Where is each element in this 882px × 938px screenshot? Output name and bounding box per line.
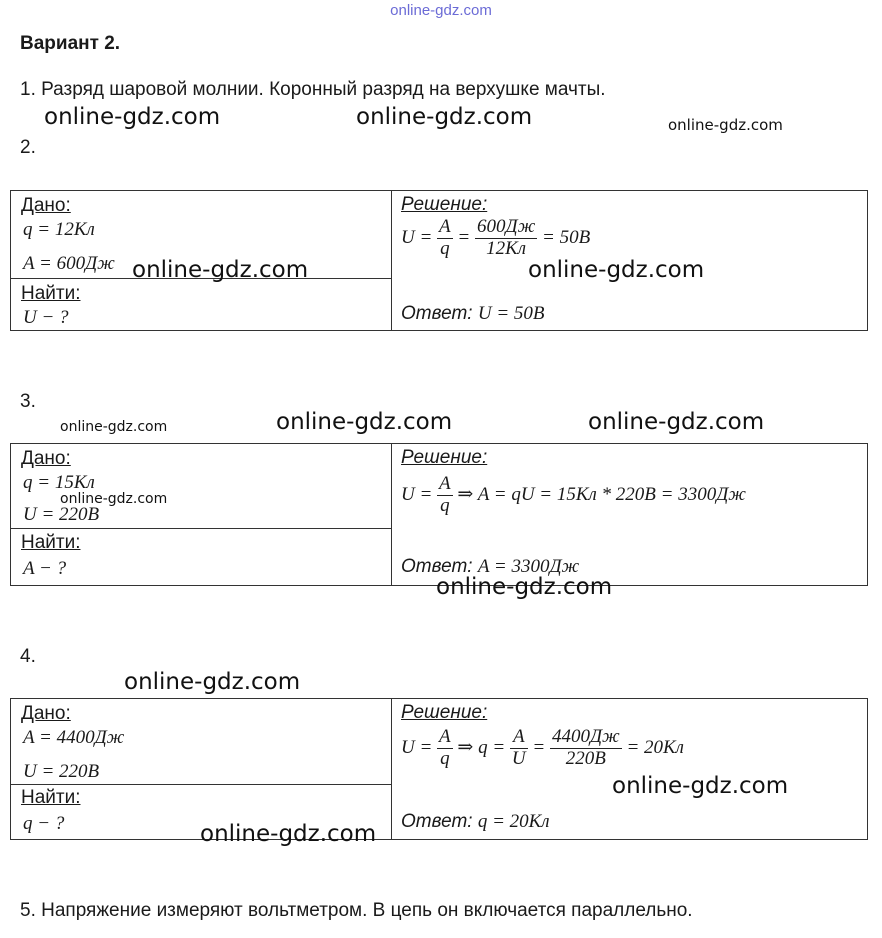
answer-value: U = 50В <box>477 303 545 324</box>
fraction: $\frac{600Дж}{12Кл}$ <box>476 216 536 259</box>
formula-lhs: U = <box>401 226 433 248</box>
formula-result: = 50В <box>542 226 591 248</box>
formula-result: = 20Кл <box>626 736 684 758</box>
given-label: Дано: <box>21 448 71 469</box>
fraction: $\frac{A}{q}$ <box>439 726 451 769</box>
solution-formula: U = $\frac{A}{q}$ ⇒ q = $\frac{A}{U}$ = $\frac{4400Дж}{220В}$ = 20Кл <box>401 726 684 769</box>
answer-5-text: 5. Напряжение измеряют вольтметром. В цепь он включается параллельно. <box>20 900 693 921</box>
question-4-number: 4. <box>20 646 36 667</box>
site-header-link[interactable]: online-gdz.com <box>390 2 492 19</box>
given-label: Дано: <box>21 195 71 216</box>
given-value: U = 220В <box>23 504 100 525</box>
answer-value: A = 3300Дж <box>477 556 580 577</box>
watermark: online-gdz.com <box>200 821 377 847</box>
given-value: A = 4400Дж <box>23 727 125 748</box>
given-value: A = 600Дж <box>23 253 115 274</box>
find-label: Найти: <box>21 532 81 553</box>
solution-formula: U = $\frac{A}{q}$ = $\frac{600Дж}{12Кл}$ = 50В <box>401 216 591 259</box>
fraction: $\frac{A}{q}$ <box>439 473 451 516</box>
answer-label: Ответ: <box>401 811 473 832</box>
variant-title: Вариант 2. <box>20 33 121 54</box>
watermark: online-gdz.com <box>44 104 221 130</box>
watermark: online-gdz.com <box>668 116 783 134</box>
question-3-number: 3. <box>20 391 36 412</box>
find-label: Найти: <box>21 283 81 304</box>
question-2-number: 2. <box>20 137 36 158</box>
answer-value: q = 20Кл <box>477 811 550 832</box>
answer-label: Ответ: <box>401 303 473 324</box>
watermark: online-gdz.com <box>528 257 705 283</box>
given-value: q = 15Кл <box>23 472 95 493</box>
fraction: $\frac{4400Дж}{220В}$ <box>551 726 620 769</box>
solution-label: Решение: <box>401 447 488 468</box>
task-4-table <box>10 698 868 840</box>
watermark: online-gdz.com <box>276 409 453 435</box>
find-value: A − ? <box>23 558 67 579</box>
watermark: online-gdz.com <box>356 104 533 130</box>
answer-1-text: 1. Разряд шаровой молнии. Коронный разряд на верхушке мачты. <box>20 79 606 100</box>
formula-rest: ⇒ A = qU = 15Кл * 220В = 3300Дж <box>457 483 746 505</box>
watermark: online-gdz.com <box>60 491 168 507</box>
watermark: online-gdz.com <box>60 419 168 435</box>
watermark: online-gdz.com <box>612 773 789 799</box>
fraction: $\frac{A}{q}$ <box>439 216 451 259</box>
watermark: online-gdz.com <box>124 669 301 695</box>
watermark: online-gdz.com <box>132 257 309 283</box>
find-label: Найти: <box>21 787 81 808</box>
given-value: q = 12Кл <box>23 219 95 240</box>
solution-formula: U = $\frac{A}{q}$ ⇒ A = qU = 15Кл * 220В = 3300Дж <box>401 473 746 516</box>
answer-line <box>401 303 545 325</box>
watermark: online-gdz.com <box>436 574 613 600</box>
answer-label: Ответ: <box>401 556 473 577</box>
solution-label: Решение: <box>401 194 488 215</box>
given-value: U = 220В <box>23 761 100 782</box>
find-value: q − ? <box>23 813 65 834</box>
find-value: U − ? <box>23 307 69 328</box>
watermark: online-gdz.com <box>588 409 765 435</box>
solution-label: Решение: <box>401 702 488 723</box>
answer-line <box>401 811 550 833</box>
task-3-table <box>10 443 868 586</box>
fraction: $\frac{A}{U}$ <box>511 726 526 769</box>
given-label: Дано: <box>21 703 71 724</box>
